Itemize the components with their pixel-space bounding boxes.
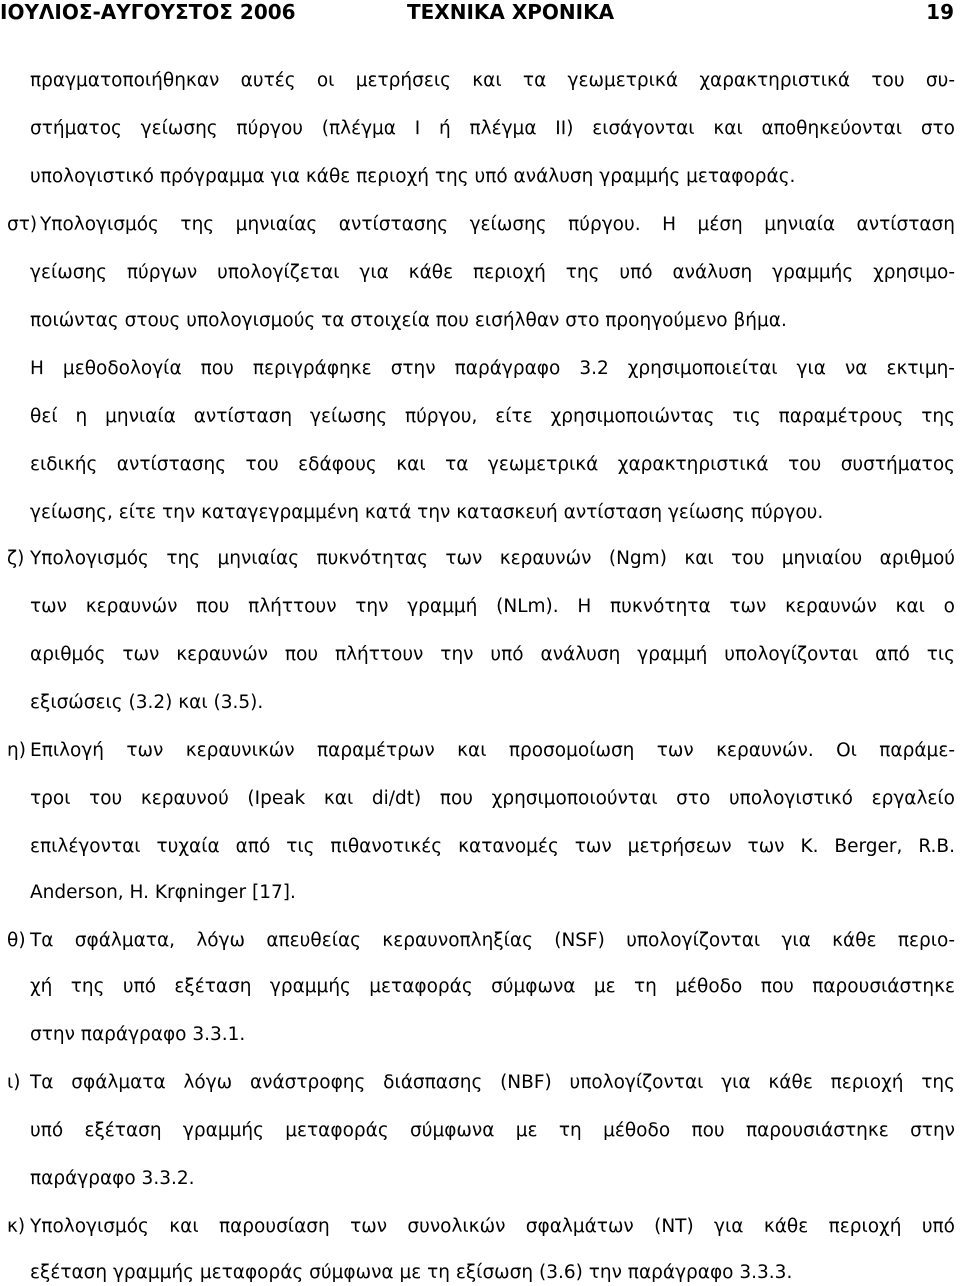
item-label-k: κ) <box>7 1216 26 1237</box>
item-z-line-1: Υπολογισμός της μηνιαίας πυκνότητας των κεραυνών (Ngm) και του μηνιαίου αριθμού <box>30 548 955 569</box>
item-th-line-1: Τα σφάλματα, λόγω απευθείας κεραυνοπληξίας (NSF) υπολογίζονται για κάθε περιο- <box>30 930 955 951</box>
intro-line-1: πραγματοποιήθηκαν αυτές οι μετρήσεις και τα γεωμετρικά χαρακτηριστικά του συ- <box>30 70 955 91</box>
item-i-line-2: τροι του κεραυνού (Ipeak και di/dt) που χρησιμοποιούνται στο υπολογιστικό εργαλείο <box>30 788 955 809</box>
item-z-line-4: εξισώσεις (3.2) και (3.5). <box>30 692 264 713</box>
item-th-line-2: χή της υπό εξέταση γραμμής μεταφοράς σύμφωνα με τη μέθοδο που παρουσιάστηκε <box>30 976 955 997</box>
item-label-st: στ) <box>7 214 38 235</box>
item-label-th: θ) <box>7 930 26 951</box>
intro-line-3: υπολογιστικό πρόγραμμα για κάθε περιοχή της υπό ανάλυση γραμμής μεταφοράς. <box>30 166 796 187</box>
item-st-line-2: γείωσης πύργων υπολογίζεται για κάθε περιοχή της υπό ανάλυση γραμμής χρησιμο- <box>30 262 955 283</box>
item-st-line-6: ειδικής αντίστασης του εδάφους και τα γεωμετρικά χαρακτηριστικά του συστήματος <box>30 454 955 475</box>
item-i-line-3: επιλέγονται τυχαία από τις πιθανοτικές κατανομές των μετρήσεων των K. Berger, R.B. <box>30 836 955 857</box>
item-k-line-2: εξέταση γραμμής μεταφοράς σύμφωνα με τη εξίσωση (3.6) την παράγραφο 3.3.3. <box>30 1262 793 1283</box>
item-label-z: ζ) <box>7 548 25 569</box>
item-z-line-3: αριθμός των κεραυνών που πλήττουν την υπό ανάλυση γραμμή υπολογίζονται από τις <box>30 644 955 665</box>
item-st-line-7: γείωσης, είτε την καταγεγραμμένη κατά την κατασκευή αντίσταση γείωσης πύργου. <box>30 502 824 523</box>
item-k-line-1: Υπολογισμός και παρουσίαση των συνολικών σφαλμάτων (NT) για κάθε περιοχή υπό <box>30 1216 955 1237</box>
item-st-line-1: Υπολογισμός της μηνιαίας αντίστασης γείωσης πύργου. Η μέση μηνιαία αντίσταση <box>40 214 955 235</box>
item-st-line-4: Η μεθοδολογία που περιγράφηκε στην παράγραφο 3.2 χρησιμοποιείται για να εκτιμη- <box>30 358 955 379</box>
page-number: 19 <box>926 0 954 24</box>
page-header <box>0 0 960 28</box>
item-i-line-1: Επιλογή των κεραυνικών παραμέτρων και προσομοίωση των κεραυνών. Οι παράμε- <box>30 740 955 761</box>
item-st-line-5: θεί η μηνιαία αντίσταση γείωσης πύργου, είτε χρησιμοποιώντας τις παραμέτρους της <box>30 406 955 427</box>
item-iota-line-2: υπό εξέταση γραμμής μεταφοράς σύμφωνα με τη μέθοδο που παρουσιάστηκε στην <box>30 1120 955 1141</box>
item-z-line-2: των κεραυνών που πλήττουν την γραμμή (NLm). Η πυκνότητα των κεραυνών και ο <box>30 596 955 617</box>
item-label-i: η) <box>7 740 26 761</box>
item-i-line-4: Anderson, H. Krφninger [17]. <box>30 882 296 903</box>
item-st-line-3: ποιώντας στους υπολογισμούς τα στοιχεία που εισήλθαν στο προηγούμενο βήμα. <box>30 310 787 331</box>
header-journal-title: ΤΕΧΝΙΚΑ ΧΡΟΝΙΚΑ <box>407 0 615 24</box>
header-date: ΙΟΥΛΙΟΣ-ΑΥΓΟΥΣΤΟΣ 2006 <box>0 0 296 24</box>
item-iota-line-1: Τα σφάλματα λόγω ανάστροφης διάσπασης (NBF) υπολογίζονται για κάθε περιοχή της <box>30 1072 955 1093</box>
item-iota-line-3: παράγραφο 3.3.2. <box>30 1168 195 1189</box>
item-th-line-3: στην παράγραφο 3.3.1. <box>30 1024 246 1045</box>
intro-line-2: στήματος γείωσης πύργου (πλέγμα Ι ή πλέγμα ΙΙ) εισάγονται και αποθηκεύονται στο <box>30 118 955 139</box>
item-label-iota: ι) <box>7 1072 21 1093</box>
